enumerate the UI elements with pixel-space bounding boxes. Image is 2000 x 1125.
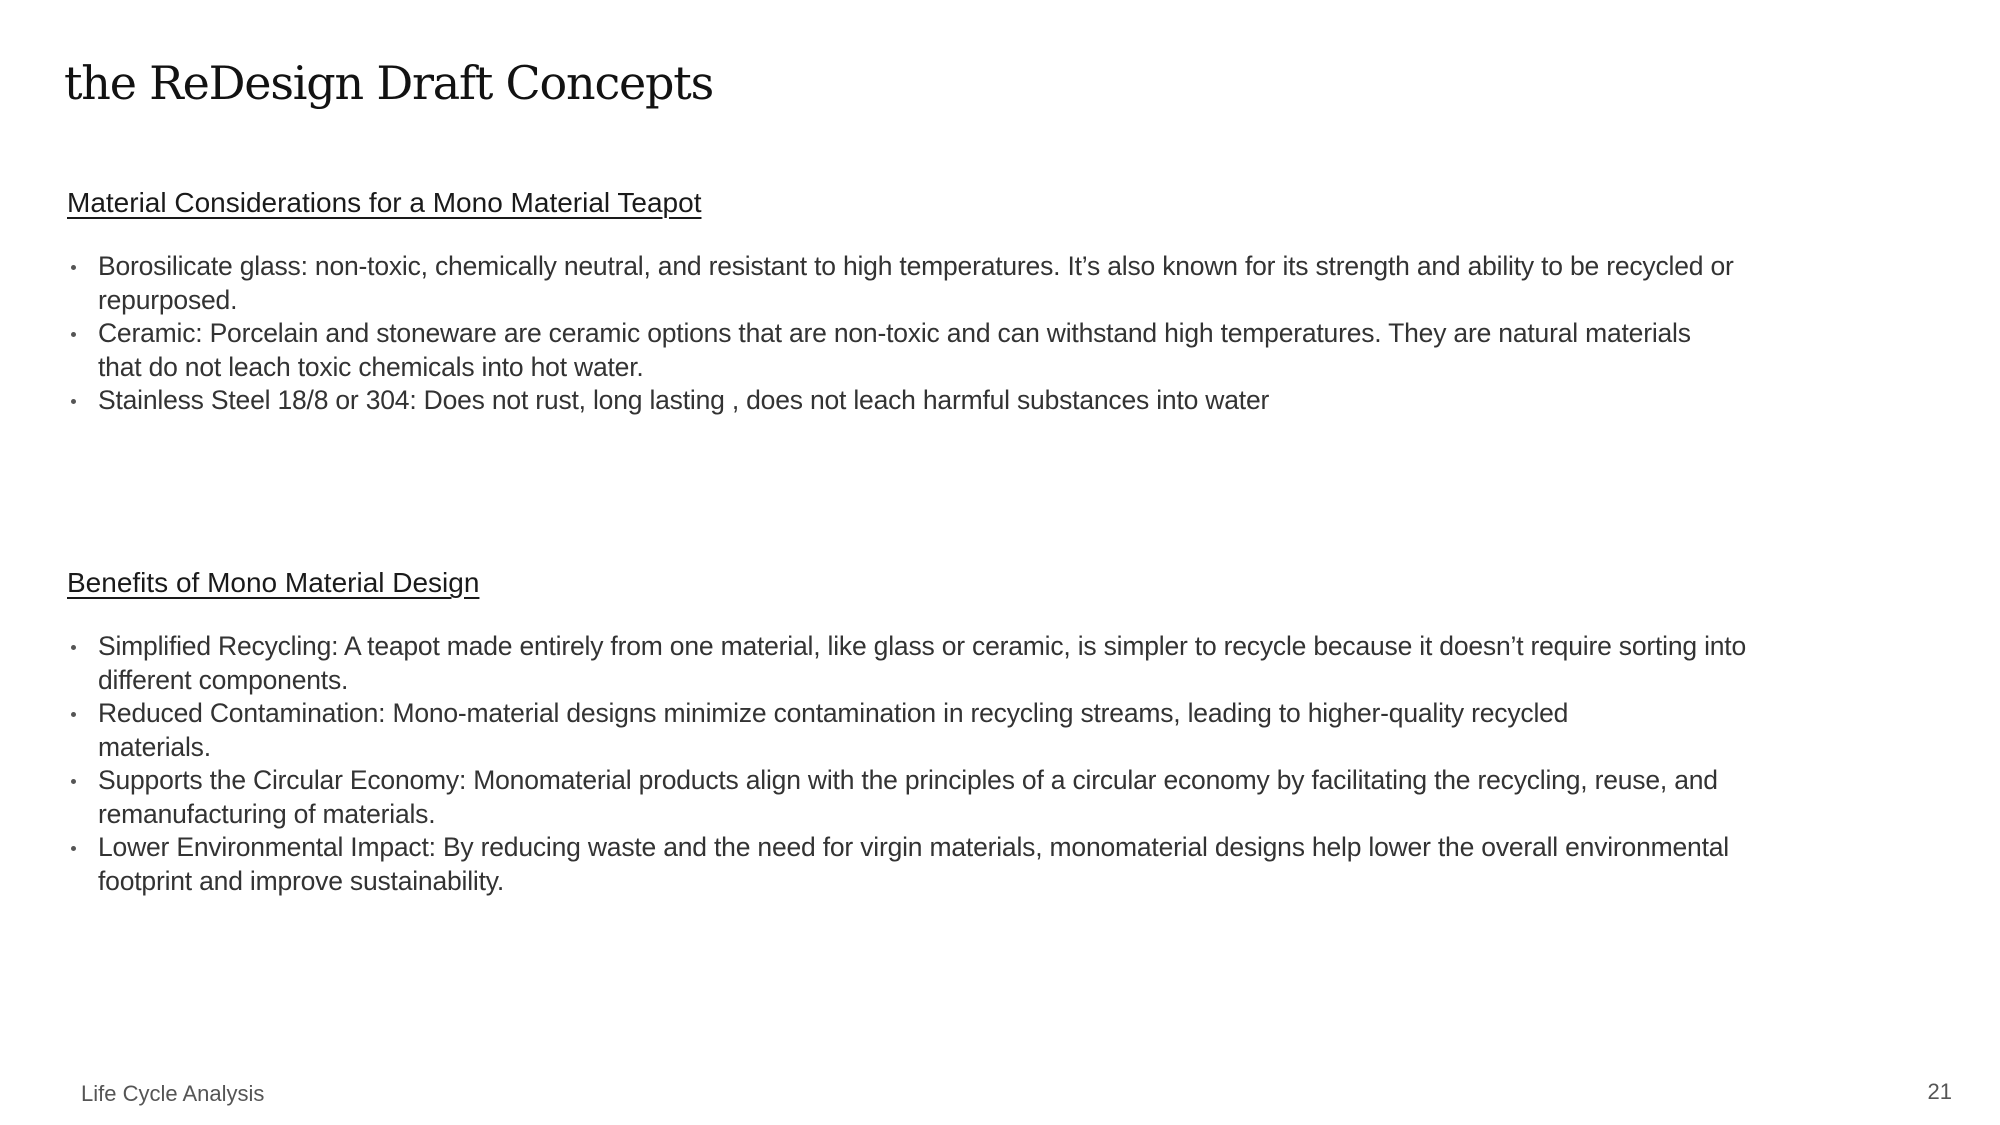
bullet-text: Supports the Circular Economy: Monomaterial products align with the principles of a circular economy by facilitating the recycling, reuse, and remanufacturing of materials. xyxy=(98,765,1718,829)
bullet-list xyxy=(67,630,1767,898)
benefits-section xyxy=(67,565,1767,898)
bullet-item xyxy=(67,630,1758,697)
bullet-icon xyxy=(71,645,76,650)
bullet-item xyxy=(67,831,1778,898)
bullet-item xyxy=(67,697,1638,764)
bullet-text: Ceramic: Porcelain and stoneware are ceramic options that are non-toxic and can withstand high temperatures. They are natural materials that do not leach toxic chemicals into hot water. xyxy=(98,318,1691,382)
bullet-item xyxy=(67,384,1778,418)
bullet-icon xyxy=(71,332,76,337)
bullet-item xyxy=(67,764,1778,831)
bullet-item xyxy=(67,317,1698,384)
bullet-icon xyxy=(71,846,76,851)
bullet-list xyxy=(67,250,1767,418)
bullet-text: Lower Environmental Impact: By reducing waste and the need for virgin materials, monomaterial designs help lower the overall environmental footprint and improve sustainability. xyxy=(98,832,1729,896)
bullet-text: Reduced Contamination: Mono-material designs minimize contamination in recycling streams, leading to higher-quality recycled materials. xyxy=(98,698,1569,762)
section-heading: Material Considerations for a Mono Material Teapot xyxy=(67,187,702,218)
slide-title: the ReDesign Draft Concepts xyxy=(64,56,713,110)
bullet-item xyxy=(67,250,1778,317)
bullet-icon xyxy=(71,712,76,717)
section-heading: Benefits of Mono Material Design xyxy=(67,567,480,598)
page-number: 21 xyxy=(1927,1079,1952,1104)
bullet-icon xyxy=(71,779,76,784)
bullet-text: Simplified Recycling: A teapot made entirely from one material, like glass or ceramic, is simpler to recycle because it doesn’t require sorting into different components. xyxy=(98,631,1747,695)
bullet-icon xyxy=(71,265,76,270)
bullet-text: Borosilicate glass: non-toxic, chemically neutral, and resistant to high temperatures. It’s also known for its strength and ability to be recycled or repurposed. xyxy=(98,251,1734,315)
material-considerations-section xyxy=(67,185,1767,418)
bullet-text: Stainless Steel 18/8 or 304: Does not rust, long lasting , does not leach harmful substances into water xyxy=(98,385,1270,415)
bullet-icon xyxy=(71,399,76,404)
footer-label: Life Cycle Analysis xyxy=(81,1081,265,1106)
